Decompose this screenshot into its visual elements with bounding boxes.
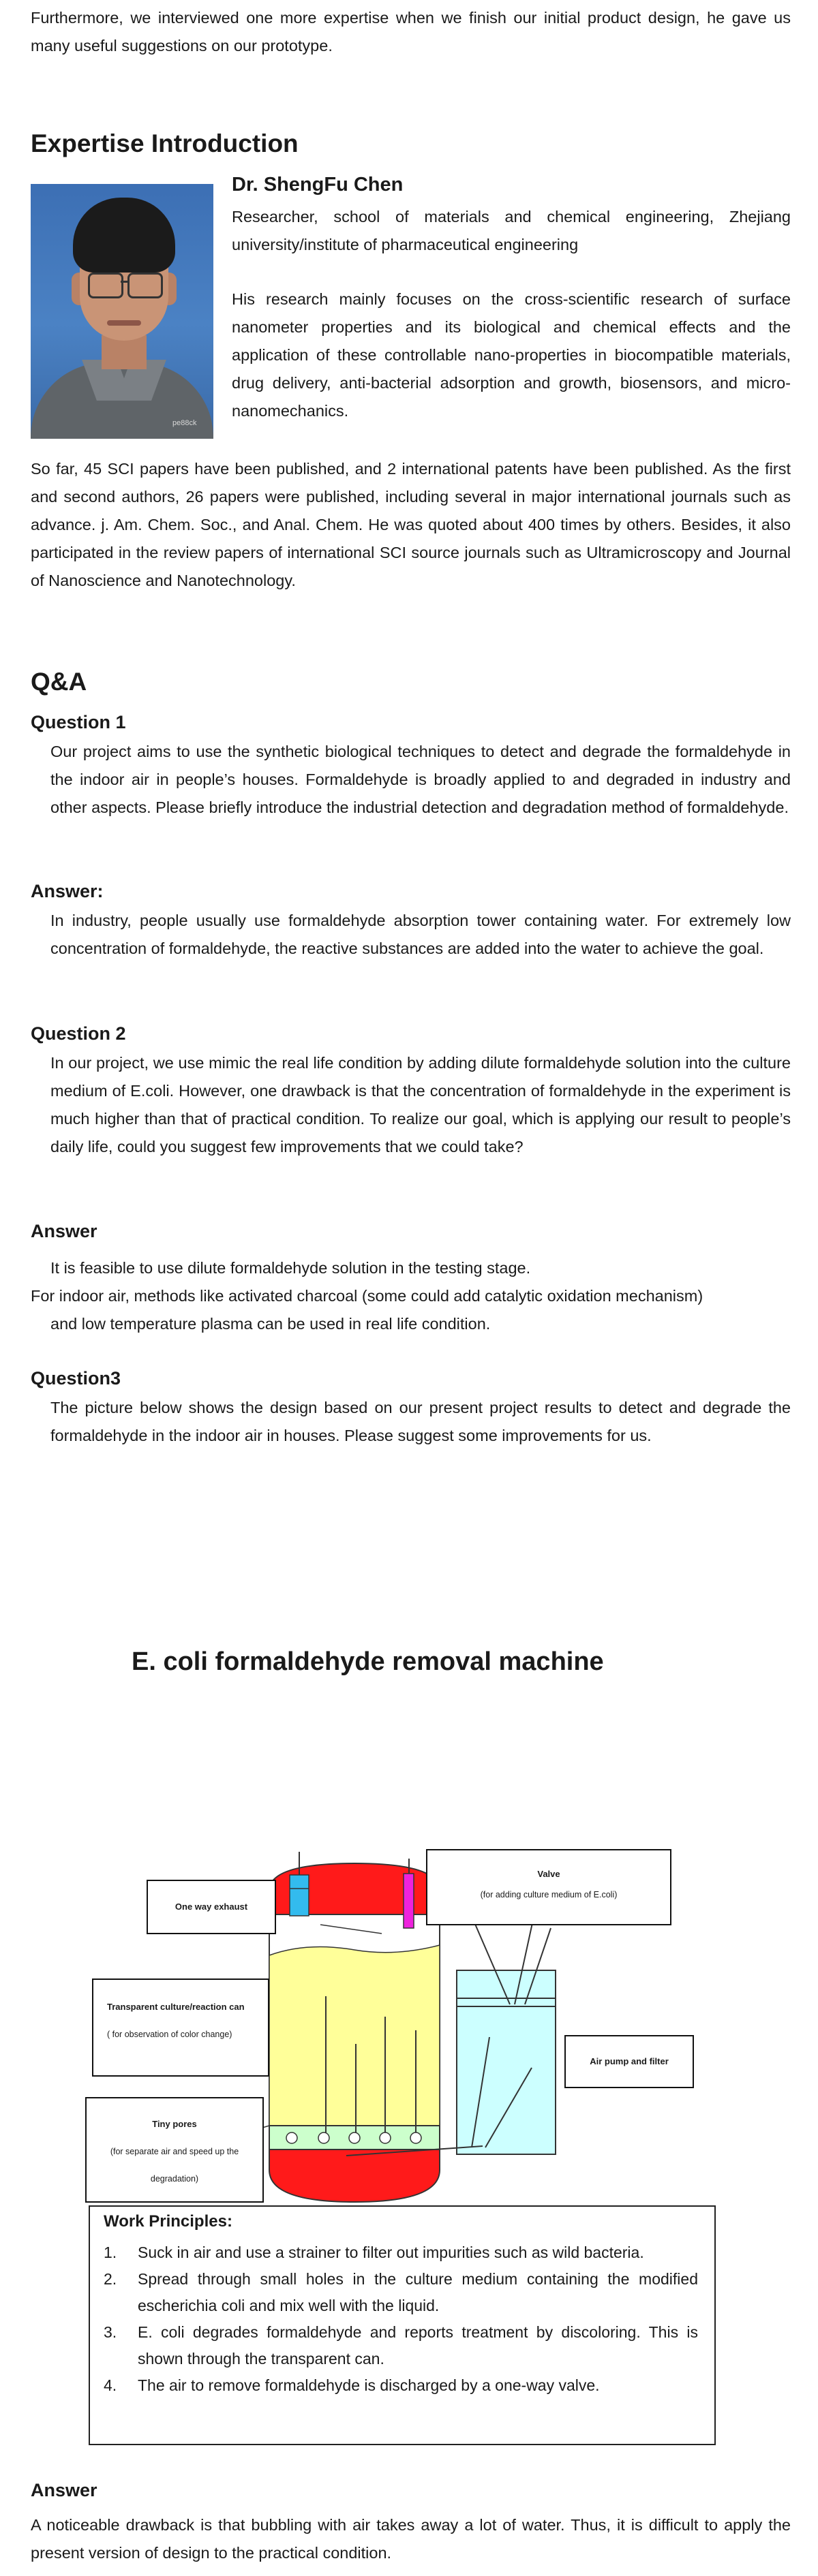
final-answer-text: A noticeable drawback is that bubbling with air takes away a lot of water. Thus, it is difficult to apply the present version of design to the practical condition. [31,2516,791,2562]
exhaust-label [147,1880,276,1934]
exhaust-label-text: One way exhaust [175,1902,248,1912]
expertise-heading: Expertise Introduction [31,129,299,157]
pore-2 [318,2132,329,2143]
valve-label-subtitle: (for adding culture medium of E.coli) [480,1890,618,1899]
final-answer-label: Answer [31,2480,97,2500]
exhaust-pipe [290,1875,309,1916]
pore-3 [349,2132,360,2143]
bottom-cap [269,2150,440,2202]
tiny-pores-label-subtitle: (for separate air and speed up the degradation) [110,2147,239,2184]
answer-1-label: Answer: [31,881,104,901]
question-3-label: Question3 [31,1368,121,1388]
work-principles-title: Work Principles: [104,2212,232,2231]
principle-text: Spread through small holes in the culture medium containing the modified escherichia coli and mix well with the liquid. [138,2270,698,2314]
principle-item [104,2319,698,2372]
work-principles-list [104,2239,698,2399]
principle-number: 1. [104,2244,117,2261]
answer-2-label: Answer [31,1221,97,1241]
principle-item [104,2239,698,2266]
transparent-can-label-subtitle: ( for observation of color change) [107,2030,232,2039]
expert-publications: So far, 45 SCI papers have been published, and 2 international patents have been published. As the first and second authors, 26 papers were published, including several in major international journals such as advance. j. Am. Chem. Soc., and Anal. Chem. He was quoted about 400 times by others. Besides, it also participated in the review papers of international SCI source journals such as Ultramicroscopy and Journal of Nanoscience and Nanotechnology. [31,460,791,589]
transparent-can-label-title: Transparent culture/reaction can [107,2002,245,2012]
qa-heading: Q&A [31,668,87,696]
question-1-label: Question 1 [31,712,126,732]
answer-2-line-1: It is feasible to use dilute formaldehyde solution in the testing stage. [50,1259,531,1277]
air-pump-label [564,2035,694,2088]
question-2-label: Question 2 [31,1023,126,1044]
valve-pipe [404,1874,414,1928]
answer-2-line-3: and low temperature plasma can be used in real life condition. [50,1315,491,1333]
expert-name: Dr. ShengFu Chen [232,174,404,196]
principle-number: 3. [104,2323,117,2341]
pore-1 [286,2132,297,2143]
culture-medium [269,1945,440,2126]
expert-position: Researcher, school of materials and chemical engineering, Zhejiang university/institute of pharmaceutical engineering [232,208,791,253]
valve-label-title: Valve [537,1869,560,1879]
air-pump-label-text: Air pump and filter [590,2056,669,2066]
expert-research: His research mainly focuses on the cross-scientific research of surface nanometer properties and its biological and chemical effects and the application of these controllable nano-properties in biocompatible materials, drug delivery, anti-bacterial adsorption and growth, biosensors, and micro- nanomechanics. [232,290,791,420]
answer-1-text: In industry, people usually use formaldehyde absorption tower containing water. For extremely low concentration of formaldehyde, the reactive substances are added into the water to achieve the goal. [50,912,791,957]
tiny-pores-label-title: Tiny pores [152,2119,197,2129]
question-1-text: Our project aims to use the synthetic biological techniques to detect and degrade the formaldehyde in the indoor air in people’s houses. Formaldehyde is broadly applied to and degraded in industry and other aspects. Please briefly introduce the industrial detection and degradation method of formaldehyde. [50,743,791,816]
question-3-text: The picture below shows the design based on our present project results to detect and degrade the formaldehyde in the indoor air in houses. Please suggest some improvements for us. [50,1399,791,1444]
principle-item [104,2266,698,2319]
transparent-can-label [92,1978,269,2077]
intro-paragraph: Furthermore, we interviewed one more expertise when we finish our initial product design, he gave us many useful suggestions on our prototype. [31,9,791,55]
principle-number: 2. [104,2270,117,2288]
principle-number: 4. [104,2376,117,2394]
valve-label [426,1849,671,1925]
diagram-title: E. coli formaldehyde removal machine [132,1647,604,1676]
expert-photo [31,184,213,439]
pore-5 [410,2132,421,2143]
work-principles-box [89,2205,716,2445]
principle-text: Suck in air and use a strainer to filter out impurities such as wild bacteria. [138,2244,644,2261]
pore-4 [380,2132,391,2143]
photo-watermark: pe88ck [172,419,197,427]
tiny-pores-label [85,2097,264,2203]
answer-2-line-2: For indoor air, methods like activated charcoal (some could add catalytic oxidation mechanism) [31,1287,703,1305]
principle-text: E. coli degrades formaldehyde and reports treatment by discoloring. This is shown through the transparent can. [138,2323,698,2368]
principle-text: The air to remove formaldehyde is discharged by a one-way valve. [138,2376,600,2394]
question-2-text: In our project, we use mimic the real life condition by adding dilute formaldehyde solution into the culture medium of E.coli. However, one drawback is that the concentration of formaldehyde in the experiment is much higher than that of practical condition. To realize our goal, which is applying our result to people’s daily life, could you suggest few improvements that we could take? [50,1054,791,1155]
principle-item [104,2372,698,2399]
